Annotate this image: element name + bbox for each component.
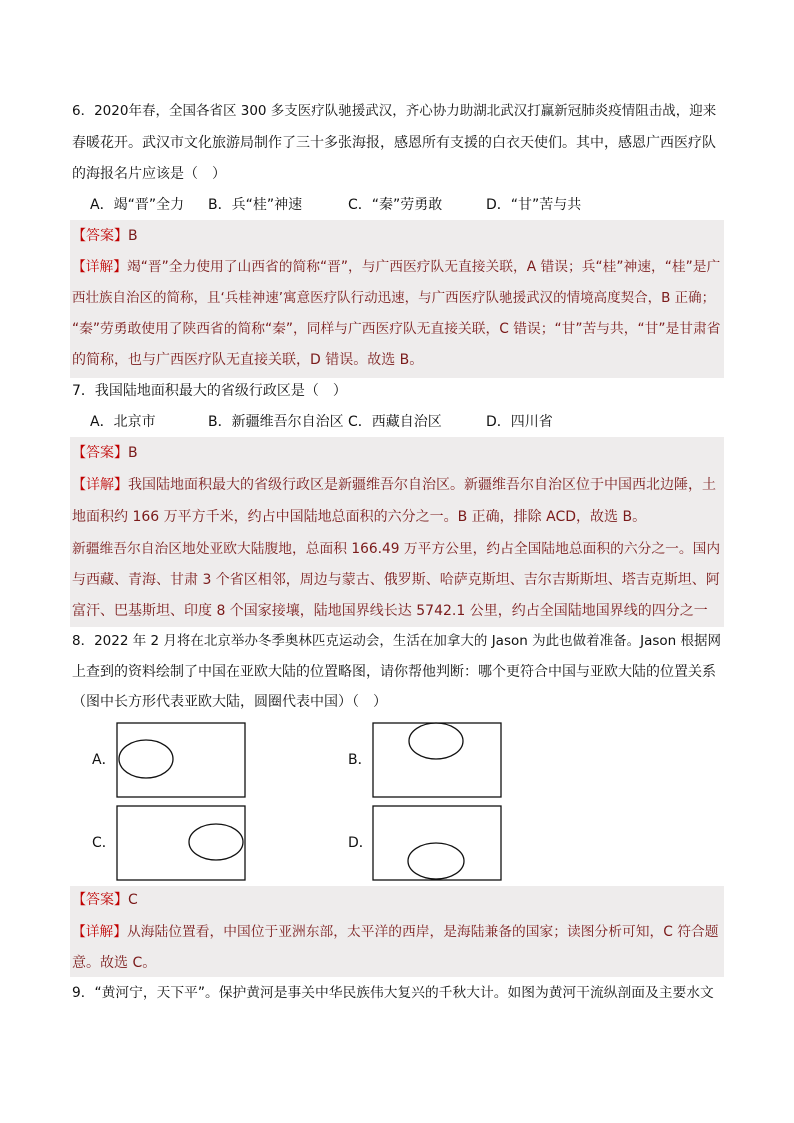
q8-figure-a [116, 722, 246, 798]
q8-figure-label-d: D． [348, 835, 373, 851]
q8-figure-d [372, 805, 502, 881]
q6-answer-line [72, 226, 722, 246]
q7-answer-value: B [128, 445, 138, 461]
q6-option-b: B．兵“桂”神速 [208, 197, 303, 213]
q8-detail-line-1 [72, 922, 722, 942]
q8-figure-label-c: C． [92, 835, 116, 851]
q7-detail-line-5: 富汗、巴基斯坦、印度 8 个国家接壤，陆地国界线长达 5742.1 公里，约占全国陆地国界线的四分之一 [72, 603, 708, 619]
q8-stem-line-1: 8．2022 年 2 月将在北京举办冬季奥林匹克运动会，生活在加拿大的 Jason 为此也做着准备。Jason 根据网 [72, 633, 721, 649]
q8-figure-b-continent-rect [373, 723, 501, 797]
q7-stem-line-1: 7．我国陆地面积最大的省级行政区是（ ） [72, 383, 347, 399]
q8-figure-c-continent-rect [117, 806, 245, 880]
q6-answer-box [70, 220, 724, 378]
q8-figure-c [116, 805, 246, 881]
q8-figure-a-continent-rect [117, 723, 245, 797]
q6-detail-text-1: 竭“晋”全力使用了山西省的简称“晋”，与广西医疗队无直接关联，A 错误；兵“桂”神速，“桂”是广 [127, 259, 721, 275]
q8-stem-line-2: 上查到的资料绘制了中国在亚欧大陆的位置略图，请你帮他判断：哪个更符合中国与亚欧大陆的位置关系 [72, 664, 716, 680]
q8-answer-value: C [128, 892, 138, 908]
q6-detail-line-4: 的简称，也与广西医疗队无直接关联，D 错误。故选 B。 [72, 352, 424, 368]
q7-detail-line-2: 地面积约 166 万平方千米，约占中国陆地总面积的六分之一。B 正确，排除 ACD，故选 B。 [72, 509, 647, 525]
q7-detail-tag: 【详解】 [72, 477, 128, 493]
q6-answer-value: B [128, 228, 138, 244]
q8-figure-label-a: A． [92, 752, 116, 768]
q7-option-a: A．北京市 [90, 414, 156, 430]
q6-stem-line-2: 春暖花开。武汉市文化旅游局制作了三十多张海报，感恩所有支援的白衣天使们。其中，感恩广西医疗队 [72, 135, 716, 151]
q8-detail-text-1: 从海陆位置看，中国位于亚洲东部，太平洋的西岸，是海陆兼备的国家；读图分析可知，C 符合题 [127, 924, 719, 940]
q9-stem-line-1: 9．“黄河宁，天下平”。保护黄河是事关中华民族伟大复兴的千秋大计。如图为黄河干流纵剖面及主要水文 [72, 985, 714, 1001]
q8-figure-label-b: B． [348, 752, 372, 768]
q8-answer-box [70, 886, 724, 977]
q8-detail-tag: 【详解】 [72, 924, 128, 940]
q7-options [90, 412, 724, 432]
q6-detail-line-3: “秦”劳勇敢使用了陕西省的简称“秦”，同样与广西医疗队无直接关联，C 错误；“甘”苦与共，“甘”是甘肃省 [72, 321, 721, 337]
q7-detail-line-4: 与西藏、青海、甘肃 3 个省区相邻，周边与蒙古、俄罗斯、哈萨克斯坦、吉尔吉斯斯坦、塔吉克斯坦、阿 [72, 572, 720, 588]
q7-answer-tag: 【答案】 [72, 445, 128, 461]
q6-option-d: D．“甘”苦与共 [486, 197, 582, 213]
q6-detail-tag: 【详解】 [72, 259, 128, 275]
q6-detail-line-2: 西壮族自治区的简称，且‘兵桂神速’寓意医疗队行动迅速，与广西医疗队驰援武汉的情境高度契合，B 正确； [72, 290, 716, 306]
q7-option-b: B．新疆维吾尔自治区 [208, 414, 344, 430]
q7-option-c: C．西藏自治区 [348, 414, 442, 430]
q6-option-a: A．竭“晋”全力 [90, 197, 185, 213]
q8-figure-c-china-circle [189, 824, 243, 860]
q8-answer-line [72, 890, 722, 910]
q7-detail-line-3: 新疆维吾尔自治区地处亚欧大陆腹地，总面积 166.49 万平方公里，约占全国陆地总面积的六分之一。国内 [72, 541, 721, 557]
q6-answer-tag: 【答案】 [72, 228, 128, 244]
q7-detail-text-1: 我国陆地面积最大的省级行政区是新疆维吾尔自治区。新疆维吾尔自治区位于中国西北边陲，土 [128, 477, 716, 493]
q6-options [90, 195, 724, 215]
q7-answer-line [72, 443, 722, 463]
q6-detail-line-1 [72, 257, 722, 277]
q7-detail-line-1 [72, 475, 722, 495]
q7-answer-box [70, 437, 724, 627]
q6-option-c: C．“秦”劳勇敢 [348, 197, 443, 213]
q7-option-d: D．四川省 [486, 414, 553, 430]
q8-answer-tag: 【答案】 [72, 892, 128, 908]
q8-figure-b-china-circle [409, 723, 463, 759]
q6-stem-line-1: 6．2020年春，全国各省区 300 多支医疗队驰援武汉，齐心协力助湖北武汉打赢新冠肺炎疫情阻击战，迎来 [72, 103, 717, 119]
q8-stem-line-3: （图中长方形代表亚欧大陆，圆圈代表中国）（ ） [72, 694, 387, 710]
q8-figure-b [372, 722, 502, 798]
q8-figure-d-china-circle [408, 843, 464, 879]
q6-stem-line-3: 的海报名片应该是（ ） [72, 166, 226, 182]
q8-detail-line-2: 意。故选 C。 [72, 955, 157, 971]
q8-figure-a-china-circle [119, 740, 173, 778]
